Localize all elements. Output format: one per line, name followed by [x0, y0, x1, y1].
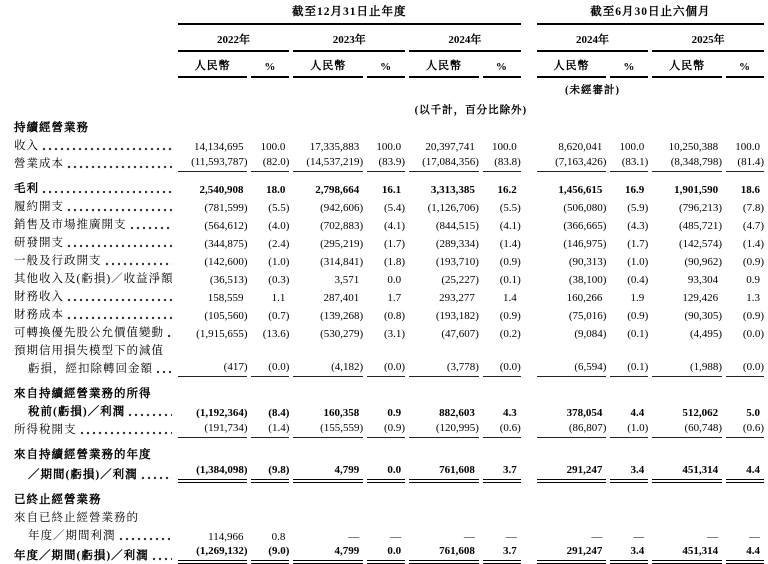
- cell-value: 16.2: [497, 184, 517, 196]
- cell-value: (60,748): [652, 420, 722, 438]
- cell-value: 1.4: [503, 292, 517, 304]
- year-row: [14, 25, 764, 52]
- cell-value: (1.4): [742, 238, 764, 250]
- table-row: [14, 233, 764, 251]
- dot-leader: [67, 244, 172, 248]
- rmb-column-header: 人民幣: [409, 52, 479, 78]
- cell-value: (0.6): [483, 420, 521, 438]
- dot-leader: [80, 431, 172, 435]
- cell-value: (86,807): [537, 420, 607, 438]
- cell-value: (90,962): [684, 256, 723, 268]
- cell-value: (4.0): [268, 220, 290, 232]
- dot-leader: [156, 370, 172, 374]
- cell-value: (3,778): [409, 359, 479, 377]
- cell-value: 16.1: [381, 184, 402, 196]
- row-label: ／期間(虧損)／利潤: [14, 463, 174, 483]
- cell-value: 158,559: [207, 292, 244, 304]
- cell-value: (1,192,364): [196, 407, 248, 419]
- cell-value: (1.0): [268, 256, 290, 268]
- cell-value: 761,608: [409, 463, 479, 483]
- cell-value: (4.1): [499, 220, 521, 232]
- table-row: [14, 359, 764, 377]
- cell-value: (0.1): [499, 274, 521, 286]
- cell-value: —: [749, 531, 760, 543]
- cell-value: 4.4: [726, 544, 764, 564]
- financial-table: [10, 2, 768, 564]
- cell-value: (796,213): [678, 202, 723, 214]
- cell-value: 0.0: [387, 274, 402, 286]
- section-header-row: [14, 483, 764, 508]
- cell-value: 3.7: [483, 544, 521, 564]
- cell-value: 1,901,590: [674, 184, 719, 196]
- cell-value: (6,594): [537, 359, 607, 377]
- cell-value: 761,608: [409, 544, 479, 564]
- cell-value: (17,084,356): [409, 154, 479, 172]
- row-label: 年度／期間(虧損)／利潤: [14, 544, 174, 564]
- table-row: [14, 438, 764, 463]
- cell-value: (0.7): [268, 310, 290, 322]
- section-gap: [525, 2, 533, 25]
- row-label: 可轉換優先股公允價值變動: [14, 323, 174, 341]
- cell-value: 291,247: [537, 463, 607, 483]
- year-header-2024: 2024年: [409, 25, 521, 52]
- unaudited-note-row: [14, 78, 764, 98]
- table-row: [14, 197, 764, 215]
- cell-value: 100.0: [492, 141, 517, 153]
- cell-value: (0.9): [499, 256, 521, 268]
- row-label: 營業成本: [14, 154, 174, 172]
- cell-value: (702,883): [320, 220, 364, 232]
- cell-value: 20,397,741: [425, 141, 475, 153]
- cell-value: (193,182): [435, 310, 479, 322]
- year-header-2022: 2022年: [178, 25, 290, 52]
- cell-value: (506,080): [563, 202, 607, 214]
- cell-value: 451,314: [652, 463, 722, 483]
- cell-value: 18.0: [266, 184, 286, 196]
- dot-leader: [67, 298, 172, 302]
- year-header-2024-interim: 2024年: [537, 25, 649, 52]
- cell-value: (2.4): [268, 238, 290, 250]
- cell-value: 3.4: [610, 463, 648, 483]
- section-gap: [525, 305, 533, 323]
- cell-value: 1.9: [630, 292, 645, 304]
- dot-leader: [42, 147, 172, 151]
- cell-value: (942,606): [320, 202, 364, 214]
- cell-value: 100.0: [260, 141, 286, 153]
- row-label: 履約開支: [14, 197, 174, 215]
- table-row: [14, 377, 764, 402]
- table-row: [14, 287, 764, 305]
- cell-value: 5.0: [746, 407, 760, 419]
- cell-value: (564,612): [204, 220, 248, 232]
- cell-value: (1,269,132): [178, 544, 248, 564]
- cell-value: (1.7): [627, 238, 649, 250]
- cell-value: 1,456,615: [558, 184, 603, 196]
- dot-leader: [167, 334, 172, 338]
- cell-value: (0.4): [627, 274, 649, 286]
- cell-value: 291,247: [537, 544, 607, 564]
- cell-value: (83.1): [610, 154, 648, 172]
- table-row: [14, 323, 764, 341]
- cell-value: (7.8): [742, 202, 764, 214]
- cell-value: 3,313,385: [430, 184, 475, 196]
- cell-value: (1.4): [499, 238, 521, 250]
- row-label: 銷售及市場推廣開支: [14, 215, 174, 233]
- row-label: 收入: [14, 136, 174, 154]
- cell-value: (8,348,798): [652, 154, 722, 172]
- cell-value: 10,250,388: [668, 141, 719, 153]
- cell-value: —: [633, 531, 645, 543]
- rmb-column-header: 人民幣: [178, 52, 248, 78]
- table-row: [14, 463, 764, 483]
- label-column-header: [14, 2, 174, 25]
- section-gap: [525, 463, 533, 483]
- cell-value: (0.8): [383, 310, 406, 322]
- cell-value: —: [463, 531, 475, 543]
- dot-leader: [67, 316, 172, 320]
- cell-value: (7,163,426): [537, 154, 607, 172]
- section-gap: [525, 233, 533, 251]
- cell-value: (25,227): [441, 274, 479, 286]
- cell-value: (9,084): [574, 328, 607, 340]
- cell-value: 882,603: [439, 407, 475, 419]
- section-gap: [525, 215, 533, 233]
- cell-value: (105,560): [204, 310, 248, 322]
- period-title-row: [14, 2, 764, 25]
- cell-value: (5.9): [627, 202, 649, 214]
- table-row: [14, 136, 764, 154]
- cell-value: (38,100): [568, 274, 607, 286]
- cell-value: (47,607): [441, 328, 479, 340]
- cell-value: (1.0): [610, 420, 648, 438]
- cell-value: 1.7: [387, 292, 402, 304]
- table-row: [14, 420, 764, 438]
- row-label: 來自持續經營業務的年度: [14, 449, 152, 461]
- cell-value: (139,268): [320, 310, 364, 322]
- row-label: 財務成本: [14, 305, 174, 323]
- section-gap: [525, 420, 533, 438]
- cell-value: (0.9): [627, 310, 649, 322]
- section-gap: [525, 402, 533, 420]
- cell-value: 17,335,883: [309, 141, 360, 153]
- row-label: 年度／期間利潤: [14, 526, 174, 544]
- rmb-column-header: 人民幣: [652, 52, 722, 78]
- cell-value: (146,975): [563, 238, 607, 250]
- dot-leader: [42, 190, 172, 194]
- cell-value: 16.9: [625, 184, 645, 196]
- cell-value: 4,799: [293, 544, 363, 564]
- row-label: 稅前(虧損)／利潤: [14, 402, 174, 420]
- table-row: [14, 215, 764, 233]
- cell-value: —: [591, 531, 603, 543]
- cell-value: (4.1): [383, 220, 406, 232]
- cell-value: 0.9: [746, 274, 760, 286]
- pct-column-header: %: [610, 52, 648, 78]
- cell-value: (0.9): [742, 256, 764, 268]
- section-gap: [525, 251, 533, 269]
- cell-value: (781,599): [204, 202, 248, 214]
- cell-value: 3.4: [610, 544, 648, 564]
- pct-column-header: %: [367, 52, 405, 78]
- row-label: 一般及行政開支: [14, 251, 174, 269]
- cell-value: 100.0: [619, 141, 645, 153]
- row-label: 已終止經營業務: [14, 494, 102, 506]
- section-gap: [525, 136, 533, 154]
- cell-value: (193,710): [435, 256, 479, 268]
- cell-value: (485,721): [678, 220, 723, 232]
- dot-leader: [105, 262, 172, 266]
- cell-value: (1,988): [652, 359, 722, 377]
- cell-value: (90,313): [568, 256, 607, 268]
- dot-leader: [128, 413, 172, 417]
- cell-value: (344,875): [204, 238, 248, 250]
- row-label: 虧損，經扣除轉回金額: [14, 359, 174, 377]
- cell-value: (417): [178, 359, 248, 377]
- cell-value: (0.9): [499, 310, 521, 322]
- cell-value: 0.0: [367, 463, 405, 483]
- cell-value: (120,995): [409, 420, 479, 438]
- cell-value: (142,600): [204, 256, 248, 268]
- cell-value: 100.0: [735, 141, 760, 153]
- cell-value: (1,126,706): [427, 202, 479, 214]
- cell-value: (142,574): [678, 238, 723, 250]
- cell-value: 160,358: [323, 407, 360, 419]
- row-label: 毛利: [14, 172, 174, 197]
- cell-value: (0.0): [726, 359, 764, 377]
- cell-value: (289,334): [435, 238, 479, 250]
- cell-value: (0.1): [627, 328, 649, 340]
- cell-value: (191,734): [178, 420, 248, 438]
- table-row: [14, 154, 764, 172]
- cell-value: (5.5): [499, 202, 521, 214]
- dot-leader: [152, 557, 172, 561]
- cell-value: (0.0): [367, 359, 405, 377]
- cell-value: 2,540,908: [199, 184, 244, 196]
- cell-value: 4.4: [630, 407, 645, 419]
- cell-value: (1.0): [627, 256, 649, 268]
- cell-value: 1.1: [271, 292, 286, 304]
- cell-value: (844,515): [435, 220, 479, 232]
- cell-value: —: [390, 531, 402, 543]
- cell-value: (9.8): [251, 463, 289, 483]
- cell-value: (4,182): [293, 359, 363, 377]
- cell-value: (11,593,787): [178, 154, 248, 172]
- cell-value: (314,841): [320, 256, 364, 268]
- cell-value: (5.4): [383, 202, 406, 214]
- row-label: 持續經營業務: [14, 122, 89, 134]
- dot-leader: [130, 226, 172, 230]
- dot-leader: [67, 165, 172, 169]
- cell-value: (0.0): [483, 359, 521, 377]
- cell-value: (83.8): [483, 154, 521, 172]
- cell-value: (83.9): [367, 154, 405, 172]
- table-row: [14, 508, 764, 526]
- cell-value: (0.6): [726, 420, 764, 438]
- cell-value: 287,401: [323, 292, 360, 304]
- cell-value: 3,571: [334, 274, 360, 286]
- cell-value: 4.4: [726, 463, 764, 483]
- section-gap: [525, 323, 533, 341]
- row-label: 來自持續經營業務的所得: [14, 388, 152, 400]
- units-note: (以千計，百分比除外): [414, 105, 528, 116]
- cell-value: 0.9: [387, 407, 402, 419]
- section-gap: [525, 526, 533, 544]
- row-label: 所得稅開支: [14, 420, 174, 438]
- cell-value: 100.0: [376, 141, 402, 153]
- cell-value: 160,266: [566, 292, 603, 304]
- cell-value: (0.3): [268, 274, 290, 286]
- cell-value: (14,537,219): [293, 154, 363, 172]
- cell-value: 378,054: [566, 407, 603, 419]
- cell-value: (3.1): [383, 328, 406, 340]
- row-label: 來自已終止經營業務的: [14, 512, 139, 524]
- cell-value: (9.0): [251, 544, 289, 564]
- cell-value: (155,559): [293, 420, 363, 438]
- cell-value: 114,966: [208, 531, 244, 543]
- dot-leader: [141, 476, 172, 480]
- cell-value: 8,620,041: [558, 141, 603, 153]
- dot-leader: [67, 208, 172, 212]
- table-row: [14, 269, 764, 287]
- cell-value: —: [707, 531, 719, 543]
- cell-value: (530,279): [320, 328, 364, 340]
- table-row: [14, 341, 764, 359]
- rmb-column-header: 人民幣: [293, 52, 363, 78]
- cell-value: (1.8): [383, 256, 406, 268]
- section-header-row: [14, 118, 764, 136]
- row-label: 研發開支: [14, 233, 174, 251]
- unaudited-note: (未經審計): [564, 85, 620, 96]
- cell-value: (4.3): [627, 220, 649, 232]
- section-gap: [525, 287, 533, 305]
- cell-value: 14,134,695: [193, 141, 244, 153]
- table-row: [14, 305, 764, 323]
- section-gap: [525, 197, 533, 215]
- cell-value: (13.6): [262, 328, 290, 340]
- cell-value: (82.0): [251, 154, 289, 172]
- rmb-column-header: 人民幣: [537, 52, 607, 78]
- dot-leader: [119, 537, 172, 541]
- year-header-2025-interim: 2025年: [652, 25, 764, 52]
- units-note-row: [14, 98, 764, 118]
- cell-value: (81.4): [726, 154, 764, 172]
- column-header-row: [14, 52, 764, 78]
- cell-value: (5.5): [268, 202, 290, 214]
- cell-value: (90,305): [684, 310, 723, 322]
- section-gap: [525, 359, 533, 377]
- cell-value: (36,513): [209, 274, 248, 286]
- cell-value: (1,384,098): [178, 463, 248, 483]
- table-row: [14, 402, 764, 420]
- cell-value: 293,277: [439, 292, 475, 304]
- cell-value: —: [348, 531, 360, 543]
- row-label: 預期信用損失模型下的減值: [14, 345, 164, 357]
- section-gap: [525, 172, 533, 197]
- cell-value: 0.0: [367, 544, 405, 564]
- cell-value: (0.1): [610, 359, 648, 377]
- cell-value: (4.7): [742, 220, 764, 232]
- cell-value: (4,495): [689, 328, 723, 340]
- cell-value: (0.9): [367, 420, 405, 438]
- year-header-2023: 2023年: [293, 25, 405, 52]
- cell-value: 4,799: [293, 463, 363, 483]
- cell-value: (1.4): [251, 420, 289, 438]
- cell-value: 451,314: [652, 544, 722, 564]
- cell-value: 1.3: [746, 292, 760, 304]
- cell-value: (8.4): [268, 407, 290, 419]
- cell-value: 2,798,664: [315, 184, 360, 196]
- cell-value: —: [505, 531, 517, 543]
- cell-value: (295,219): [320, 238, 364, 250]
- row-label: 財務收入: [14, 287, 174, 305]
- cell-value: (1,915,655): [196, 328, 248, 340]
- table-row: [14, 251, 764, 269]
- cell-value: 0.8: [271, 531, 286, 543]
- cell-value: 512,062: [682, 407, 719, 419]
- cell-value: (0.0): [251, 359, 289, 377]
- section-gap: [525, 544, 533, 564]
- cell-value: 129,426: [682, 292, 719, 304]
- row-label: 其他收入及(虧損)／收益淨額: [14, 273, 174, 285]
- pct-column-header: %: [726, 52, 764, 78]
- interim-period-title: 截至6月30日止六個月: [537, 2, 764, 25]
- table-row: [14, 544, 764, 564]
- cell-value: (0.2): [499, 328, 521, 340]
- table-row: [14, 172, 764, 197]
- cell-value: 4.3: [503, 407, 517, 419]
- annual-period-title: 截至12月31日止年度: [178, 2, 521, 25]
- cell-value: 18.6: [740, 184, 760, 196]
- cell-value: 3.7: [483, 463, 521, 483]
- cell-value: 93,304: [687, 274, 719, 286]
- section-gap: [525, 154, 533, 172]
- table-row: [14, 526, 764, 544]
- section-gap: [525, 269, 533, 287]
- cell-value: (0.9): [742, 310, 764, 322]
- cell-value: (0.0): [742, 328, 764, 340]
- cell-value: (1.7): [383, 238, 406, 250]
- pct-column-header: %: [251, 52, 289, 78]
- cell-value: (75,016): [568, 310, 607, 322]
- cell-value: (366,665): [563, 220, 607, 232]
- pct-column-header: %: [483, 52, 521, 78]
